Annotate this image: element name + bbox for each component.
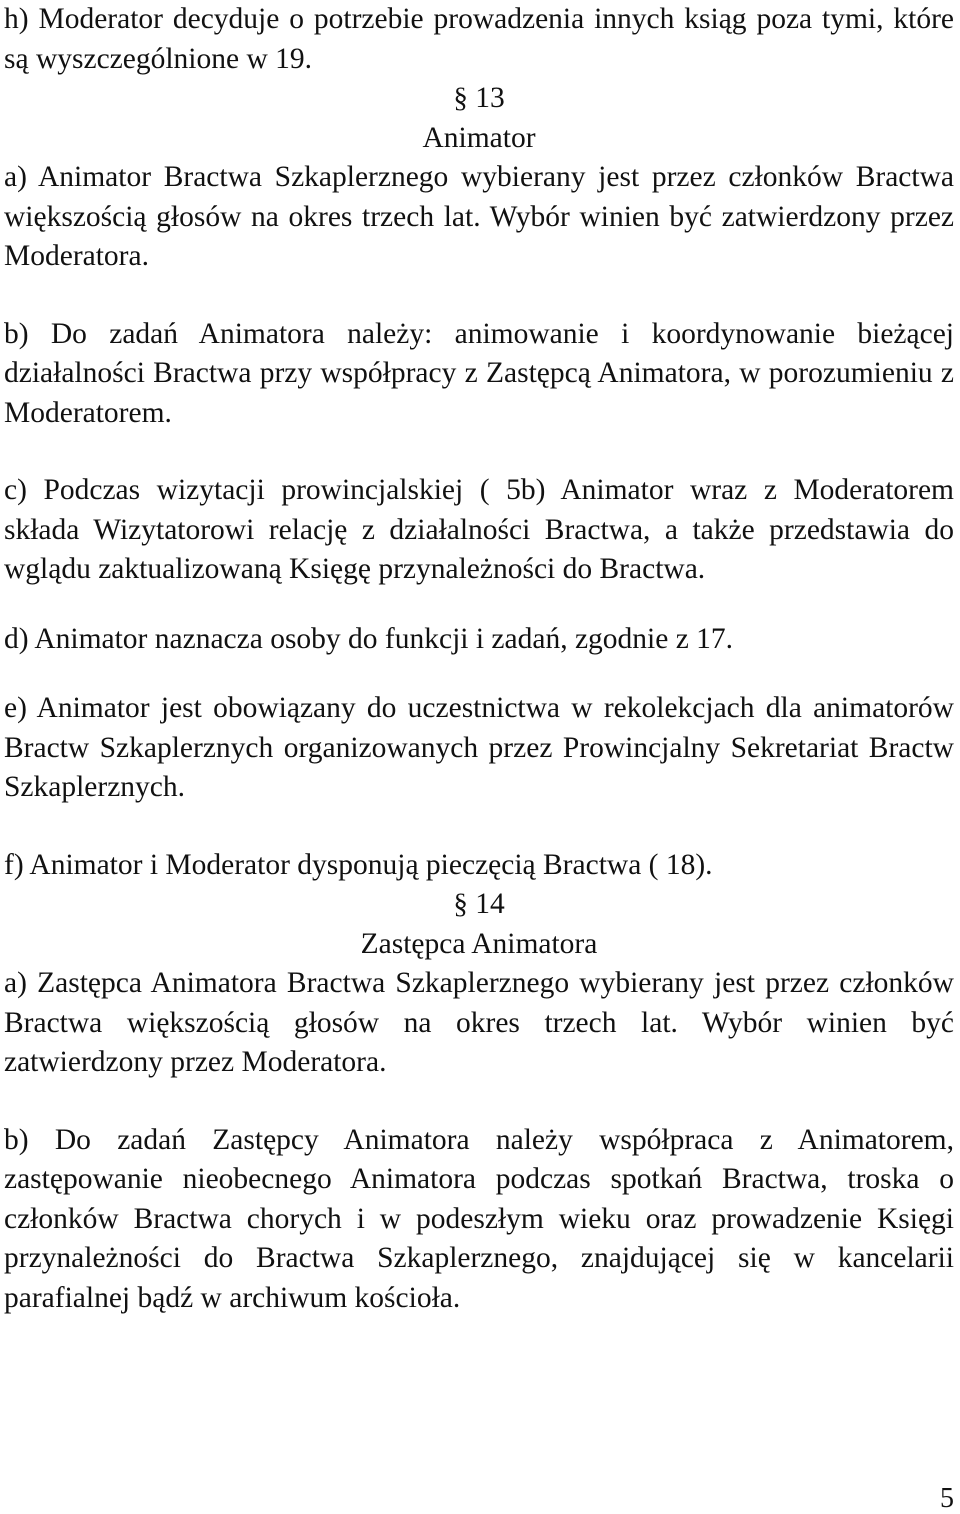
paragraph-13b: b) Do zadań Animatora należy: animowanie i koordynowanie bieżącej działalności Bractwa przy współpracy z Zastępcą Animatora, w porozumieniu z Moderatorem. [4,317,954,429]
document-page [4,0,954,1318]
paragraph-13f: f) Animator i Moderator dysponują pieczęcią Bractwa ( 18). [4,848,713,881]
section-14-number [4,885,954,925]
spacer [4,590,954,620]
spacer [4,277,954,315]
paragraph-13c: c) Podczas wizytacji prowincjalskiej ( 5b) Animator wraz z Moderatorem składa Wizytatorowi relację z działalności Bractwa, a także przedstawia do wglądu zaktualizowaną Księgę przynależności do Bractwa. [4,474,954,585]
paragraph-13e: e) Animator jest obowiązany do uczestnictwa w rekolekcjach dla animatorów Bractw Szkaplerznych organizowanych przez Prowincjalny Sekretariat Bractw Szkaplerznych. [4,692,954,803]
paragraph-13d: d) Animator naznacza osoby do funkcji i zadań, zgodnie z 17. [4,622,734,655]
spacer [4,659,954,689]
paragraph-14b: b) Do zadań Zastępcy Animatora należy współpraca z Animatorem, zastępowanie nieobecnego Animatora podczas spotkań Bractwa, troska o członków Bractwa chorych i w podeszłym wieku oraz prowadzenie Księgi przynależności do Bractwa Szkaplerznego, znajdującej się w kancelarii parafialnej bądź w archiwum kościoła. [4,1123,954,1314]
section-sign-icon: § [453,888,468,920]
paragraph-h-moderator: h) Moderator decyduje o potrzebie prowadzenia innych ksiąg poza tymi, które są wyszczególnione w 19. [4,3,954,75]
paragraph-13a: a) Animator Bractwa Szkaplerznego wybierany jest przez członków Bractwa większością głosów na okres trzech lat. Wybór winien być zatwierdzony przez Moderatora. [4,161,954,272]
section-13-number [4,79,954,119]
section-14-title: Zastępca Animatora [360,927,598,960]
spacer [4,433,954,471]
spacer [4,808,954,846]
section-13-number-text: 13 [467,82,505,114]
paragraph-14a: a) Zastępca Animatora Bractwa Szkaplerznego wybierany jest przez członków Bractwa większością głosów na okres trzech lat. Wybór winien być zatwierdzony przez Moderatora. [4,967,954,1078]
section-sign-icon: § [453,82,468,114]
page-number: 5 [940,1483,954,1514]
spacer [4,1083,954,1121]
section-14-number-text: 14 [467,888,505,920]
section-13-title: Animator [422,121,536,154]
